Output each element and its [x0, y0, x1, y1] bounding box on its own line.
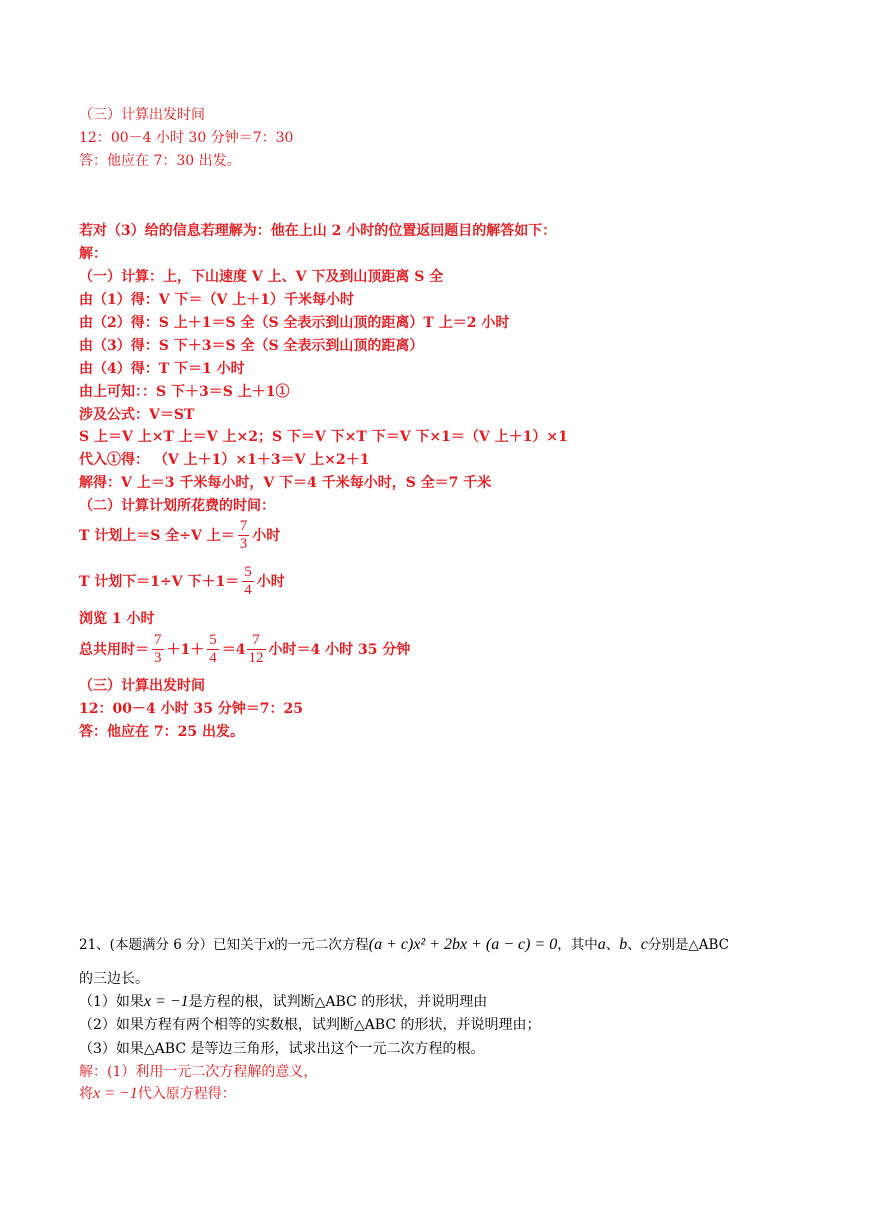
answer-line: 将x = −1代入原方程得： [79, 1085, 236, 1102]
step-line: 由（3）得：S 下＋3＝S 全（S 全表示到山顶的距离） [79, 338, 424, 354]
sub-question-1: （1）如果x = −1是方程的根，试判断△ABC 的形状，并说明理由 [79, 993, 488, 1010]
step-line: S 上＝V 上×T 上＝V 上×2；S 下＝V 下×T 下＝V 下×1＝（V 上＋1）×1 [79, 429, 568, 445]
browse-line: 浏览 1 小时 [79, 611, 155, 627]
step-line: 由（2）得：S 上＋1＝S 全（S 全表示到山顶的距离）T 上＝2 小时 [79, 315, 510, 331]
section-heading-departure: （三）计算出发时间 [79, 107, 205, 123]
answer-line: 解：(1）利用一元二次方程解的意义， [79, 1064, 318, 1080]
total-time-line: 总共用时＝ $\frac{7}{3}$ ＋1＋ $\frac{5}{4}$ ＝4 $\frac{7}{12}$ 小时＝4 小时 35 分钟 [79, 632, 411, 666]
section-heading-departure: （三）计算出发时间 [79, 678, 205, 694]
calc-line: 12：00－4 小时 35 分钟＝7：25 [79, 701, 304, 717]
sub-question-2: （2）如果方程有两个相等的实数根，试判断△ABC 的形状，并说明理由； [79, 1017, 541, 1033]
section-heading-plan-time: （二）计算计划所花费的时间： [79, 498, 275, 514]
fraction: $\frac{7}{3}$ [154, 632, 162, 666]
step-line: 由上可知：：S 下＋3＝S 上＋1① [79, 384, 290, 400]
calc-line: 12：00－4 小时 30 分钟＝7：30 [79, 130, 294, 146]
result-line: 解得：V 上＝3 千米每小时，V 下＝4 千米每小时，S 全＝7 千米 [79, 475, 492, 491]
quadratic-equation: (a + c)x² + 2bx + (a − c) = 0 [368, 936, 558, 953]
step-line: 由（4）得：T 下＝1 小时 [79, 361, 245, 377]
formula-line: 涉及公式：V＝ST [79, 407, 195, 423]
sub-question-3: （3）如果△ABC 是等边三角形，试求出这个一元二次方程的根。 [79, 1041, 485, 1057]
fraction: $\frac{7}{12}$ [248, 632, 264, 666]
solution-label: 解： [79, 246, 107, 262]
step-line: （一）计算：上，下山速度 V 上、V 下及到山顶距离 S 全 [79, 269, 444, 285]
question-21-line2: 的三边长。 [79, 971, 149, 987]
fraction: $\frac{7}{3}$ [239, 518, 248, 552]
question-21-intro: 21、(本题满分 6 分）已知关于x的一元二次方程(a + c)x² + 2bx + (a − c) = 0，其中a、b、c分别是△ABC [79, 936, 729, 953]
step-line: 由（1）得：V 下＝（V 上＋1）千米每小时 [79, 292, 354, 308]
plan-down-time-line: T 计划下＝1÷V 下＋1＝ $\frac{5}{4}$ 小时 [79, 564, 285, 598]
fraction: $\frac{5}{4}$ [244, 564, 252, 598]
step-line: 代入①得： （V 上＋1）×1＋3＝V 上×2＋1 [79, 452, 370, 468]
fraction: $\frac{5}{4}$ [209, 632, 217, 666]
answer-line: 答：他应在 7：30 出发。 [79, 153, 241, 169]
answer-line: 答：他应在 7：25 出发。 [79, 724, 244, 740]
plan-up-time-line: T 计划上＝S 全÷V 上＝ $\frac{7}{3}$ 小时 [79, 518, 281, 552]
alt-interpretation-heading: 若对（3）给的信息若理解为：他在上山 2 小时的位置返回题目的解答如下： [79, 223, 557, 239]
